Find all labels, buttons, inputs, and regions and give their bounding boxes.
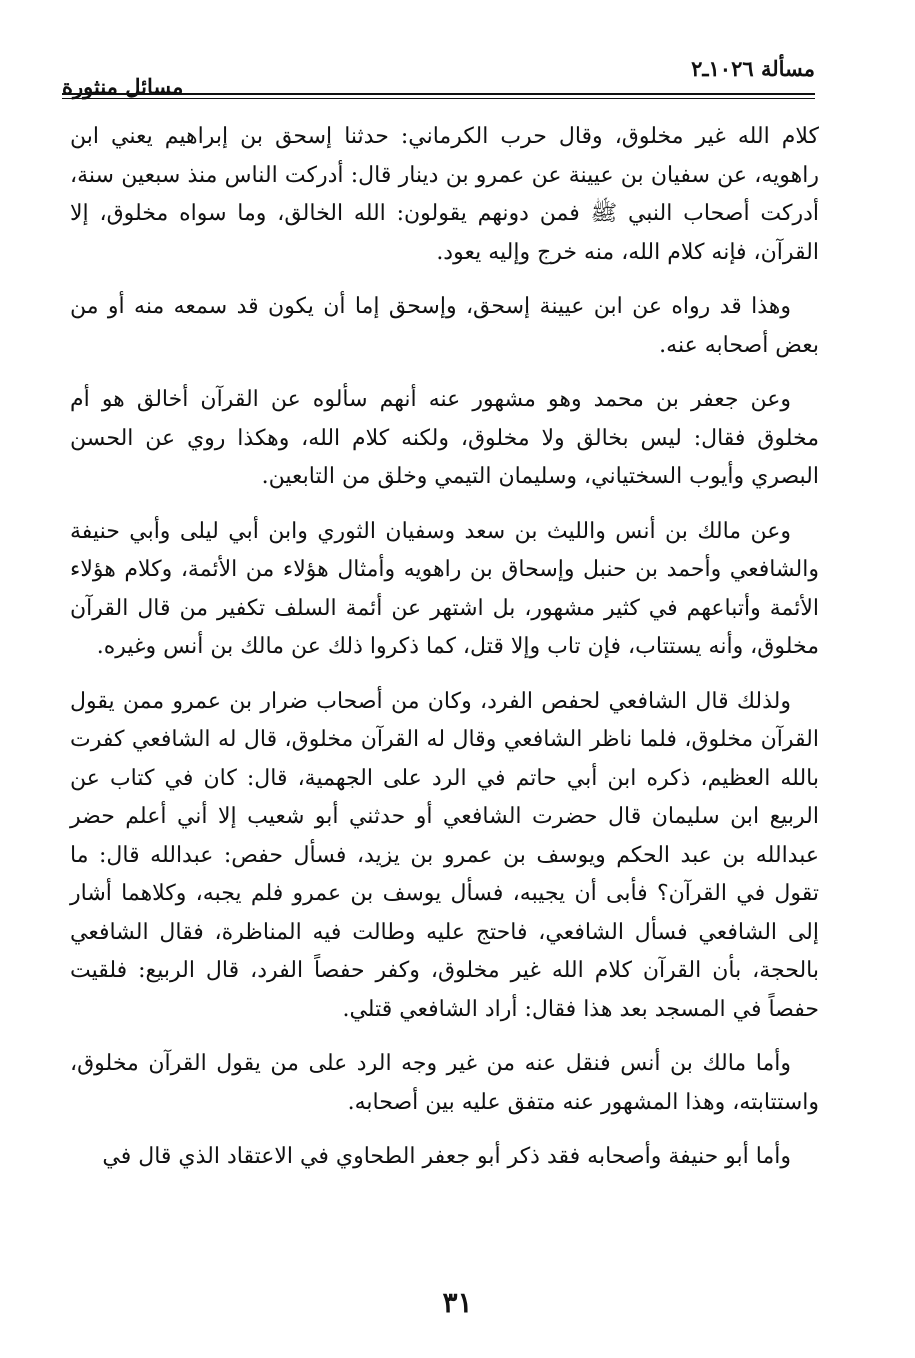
header-rule: [62, 93, 815, 95]
paragraph-5: ولذلك قال الشافعي لحفص الفرد، وكان من أصحاب ضرار بن عمرو ممن يقول القرآن مخلوق، فلما ناظر الشافعي وقال له القرآن مخلوق، قال له الشافعي كفرت بالله العظيم، ذكره ابن أبي حاتم في الرد على الجهمية، قال: كان في كتاب عن الربيع ابن سليمان قال حضرت الشافعي أو حدثني أبو شعيب إلا أني أعلم حضر عبدالله بن عبد الحكم ويوسف بن عمرو بن يزيد، فسأل حفص: عبدالله قال: ما تقول في القرآن؟ فأبى أن يجيبه، فسأل يوسف بن عمرو فلم يجبه، وكلاهما أشار إلى الشافعي فسأل الشافعي، فاحتج عليه وطالت فيه المناظرة، فقال الشافعي بالحجة، بأن القرآن كلام الله غير مخلوق، وكفر حفصاً الفرد، قال الربيع: فلقيت حفصاً في المسجد بعد هذا فقال: أراد الشافعي قتلي.: [70, 688, 819, 1022]
paragraph-4: وعن مالك بن أنس والليث بن سعد وسفيان الثوري وابن أبي ليلى وأبي حنيفة والشافعي وأحمد بن حنبل وإسحاق بن راهويه وأمثال هؤلاء من الأئمة، وكلام هؤلاء الأئمة وأتباعهم في كثير مشهور، بل اشتهر عن أئمة السلف تكفير من قال القرآن مخلوق، وأنه يستتاب، فإن تاب وإلا قتل، كما ذكروا ذلك عن مالك بن أنس وغيره.: [70, 518, 819, 659]
paragraph-1: كلام الله غير مخلوق، وقال حرب الكرماني: حدثنا إسحق بن إبراهيم يعني ابن راهويه، عن سفيان بن عيينة عن عمرو بن دينار قال: أدركت الناس منذ سبعين سنة، أدركت أصحاب النبي ﷺ فمن دونهم يقولون: الله الخالق، وما سواه مخلوق، إلا القرآن، فإنه كلام الله، منه خرج وإليه يعود.: [70, 124, 819, 265]
running-header: [62, 56, 815, 99]
paragraph-3: وعن جعفر بن محمد وهو مشهور عنه أنهم سألوه عن القرآن أخالق هو أم مخلوق فقال: ليس بخالق ولا مخلوق، ولكنه كلام الله، وهكذا روي عن الحسن البصري وأيوب السختياني، وسليمان التيمي وخلق من التابعين.: [70, 387, 819, 489]
book-title: مسائل منثورة: [62, 74, 184, 99]
issue-number: مسألة ١٠٢٦ـ٢: [691, 56, 815, 81]
paragraph-7: وأما أبو حنيفة وأصحابه فقد ذكر أبو جعفر الطحاوي في الاعتقاد الذي قال في: [102, 1144, 791, 1169]
body-text: [70, 118, 819, 1193]
paragraph-2: وهذا قد رواه عن ابن عيينة إسحق، وإسحق إما أن يكون قد سمعه منه أو من بعض أصحابه عنه.: [70, 294, 819, 358]
page-number: ٣١: [442, 1286, 473, 1319]
header-rule-thin: [62, 98, 815, 99]
paragraph-6: وأما مالك بن أنس فنقل عنه من غير وجه الرد على من يقول القرآن مخلوق، واستتابته، وهذا المشهور عنه متفق عليه بين أصحابه.: [70, 1051, 819, 1115]
